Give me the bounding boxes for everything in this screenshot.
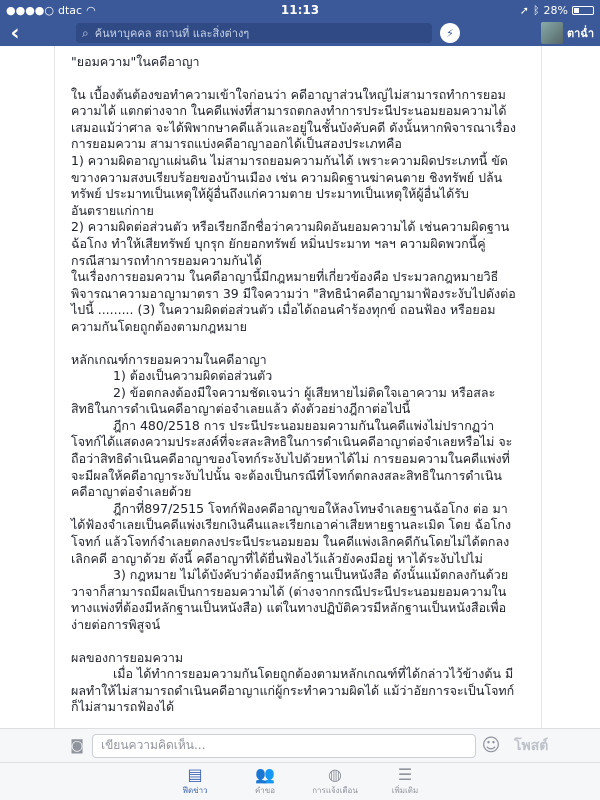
wifi-icon: ◠ <box>86 3 96 17</box>
post-text-line: ผลทำให้ไม่สามารถดำเนินคดีอาญาแก่ผู้กระทำความผิดได้ แม้ว่าอัยการจะเป็นโจทก์ <box>71 682 515 698</box>
top-nav-bar <box>0 20 600 46</box>
paragraph-gap <box>71 336 531 352</box>
post-text-line: ฎีกา 480/2518 การ ประนีประนอมยอมความกันในคดีแพ่งไม่ปรากฏว่า <box>113 417 495 433</box>
location-icon: ➚ <box>519 3 529 17</box>
profile-shortcut[interactable] <box>541 22 594 44</box>
post-text-line: ความได้ แตกต่างจาก ในคดีแพ่งที่สามารถตกลงทำการประนีประนอมยอมความได้ <box>71 103 507 119</box>
tab-label: ฟีดข่าว <box>182 786 208 795</box>
post-text-line: ทางแพ่งที่ต้องมีหลักฐานเป็นหนังสือ) แต่ในทางปฏิบัติควรมีหลักฐานเป็นหนังสือเพื่อ <box>71 600 507 616</box>
post-content-area <box>0 46 600 728</box>
messenger-icon[interactable]: ⚡ <box>440 23 460 43</box>
status-left <box>6 4 96 17</box>
post-text-line: ทรัพย์ ประมาทเป็นเหตุให้ผู้อื่นถึงแก่ความตาย ประมาทเป็นเหตุให้ผู้อื่นได้รับ <box>71 186 469 202</box>
tab-label: คำขอ <box>254 786 276 795</box>
paragraph-gap <box>71 634 531 650</box>
post-text-line: ก็ไม่สามารถฟ้องได้ <box>71 699 175 715</box>
tab-friend-requests[interactable] <box>230 763 300 800</box>
post-text-line: 2) ความผิดต่อส่วนตัว หรือเรียกอีกชื่อว่าความผิดอันยอมความได้ เช่นความผิดฐาน <box>71 219 510 235</box>
avatar <box>541 22 563 44</box>
battery-percent: 28% <box>543 3 568 17</box>
more-menu-icon: ☰ <box>397 765 413 784</box>
post-text-line: 1) ความผิดอาญาแผ่นดิน ไม่สามารถยอมความกันได้ เพราะความผิดประเภทนี้ ขัด <box>71 152 508 168</box>
notifications-globe-icon: ◍ <box>328 765 342 784</box>
tab-news-feed[interactable] <box>160 763 230 800</box>
post-text-line: ง่ายต่อการพิสูจน์ <box>71 617 161 632</box>
post-text-line: ผลของการยอมความ <box>71 649 184 665</box>
post-text-line: สิทธิในการดำเนินคดีอาญาต่อจำเลยแล้ว ดังตัวอย่างฎีกาต่อไปนี้ <box>71 401 411 417</box>
post-text-line: เสมอแม้ว่าศาล จะได้พิพากษาคดีแล้วและอยู่ในชั้นบังคับคดี ดังนั้นหากพิจารณาเรื่อง <box>71 119 516 135</box>
post-text-line: วาจาก็สามารถมีผลเป็นการยอมความได้ (ต่างจากกรณีประนีประนอมยอมความใน <box>71 583 507 599</box>
post-text-line: เมื่อ ได้ทำการยอมความกันโดยถูกต้องตามหลักเกณฑ์ที่ได้กล่าวไว้ข้างต้น มี <box>113 666 514 682</box>
post-text-line: ถือว่าสิทธิดำเนินคดีอาญาของโจทก์ระงับไปด้วยหาได้ไม่ การยอมความในคดีแพ่งที่ <box>71 451 510 467</box>
battery-fill <box>574 8 579 13</box>
status-bar <box>0 0 600 20</box>
status-time: 11:13 <box>280 3 320 17</box>
comment-placeholder: เขียนความคิดเห็น... <box>101 738 206 752</box>
post-text-line: อันตรายแก่กาย <box>71 202 154 218</box>
carrier-name: dtac <box>58 3 83 17</box>
post-text-line: 2) ข้อตกลงต้องมีใจความชัดเจนว่า ผู้เสียหายไม่ติดใจเอาความ หรือสละ <box>113 384 496 400</box>
post-text-line: โจทก์ได้แสดงความประสงค์ที่จะสละสิทธิในการดำเนินคดีอาญาต่อจำเลยหรือไม่ จะ <box>71 434 513 450</box>
post-text-line: จะมีผลให้คดีอาญาระงับไปนั้น จะต้องเป็นกรณีที่โจทก์ตกลงสละสิทธิในการดำเนิน <box>71 467 502 483</box>
signal-icon: ●●●●○ <box>6 3 54 17</box>
camera-icon[interactable]: ◙ <box>70 737 84 754</box>
tab-more-menu[interactable] <box>370 763 440 800</box>
paragraph-gap <box>71 71 531 87</box>
post-text-line: ในเรื่องการยอมความ ในคดีอาญานี้มีกฎหมายที่เกี่ยวข้องคือ ประมวลกฎหมายวิธี <box>71 269 499 285</box>
emoji-icon[interactable]: ☺ <box>481 734 501 756</box>
post-text-line: ได้ฟ้องจำเลยเป็นคดีแพ่งเรียกเงินคืนและเรียกเอาค่าเสียหายฐานละเมิด โดย ฉ้อโกง <box>71 517 512 533</box>
bottom-tab-bar <box>0 762 600 800</box>
post-text-line: ความกันโดยถูกต้องตามกฎหมาย <box>71 318 247 334</box>
comment-input[interactable] <box>92 734 476 758</box>
post-text-line: ฉ้อโกง ทำให้เสียทรัพย์ บุกรุก ยักยอกทรัพย์ หมิ่นประมาท ฯลฯ ความผิดพวกนี้คู่ <box>71 235 486 251</box>
battery-icon <box>572 6 594 15</box>
post-text-line: "ยอมความ"ในคดีอาญา <box>71 54 200 69</box>
post-text-line: หลักเกณฑ์การยอมความในคดีอาญา <box>71 351 267 367</box>
friend-requests-icon: 👥 <box>255 765 275 784</box>
search-icon: ⌕ <box>82 25 89 40</box>
profile-name: ตาฉ่ำ <box>567 27 594 40</box>
comment-bar <box>0 728 600 762</box>
post-text-line: ขวางความสงบเรียบร้อยของบ้านเมือง เช่น ความผิดฐานฆ่าคนตาย ชิงทรัพย์ ปล้น <box>71 169 503 185</box>
post-text-line: 1) ต้องเป็นความผิดต่อส่วนตัว <box>113 368 273 384</box>
status-right <box>520 4 594 17</box>
tab-label: การแจ้งเตือน <box>312 786 358 795</box>
bluetooth-icon: ᛒ <box>532 3 540 17</box>
tab-label: เพิ่มเติม <box>391 786 419 795</box>
post-text-line: ฎีกาที่897/2515 โจทก์ฟ้องคดีอาญาขอให้ลงโทษจำเลยฐานฉ้อโกง ต่อ มา <box>113 500 508 516</box>
post-text-line: ไปนี้ ......... (3) ในความผิดต่อส่วนตัว เมื่อได้ถอนคำร้องทุกข์ ถอนฟ้อง หรือยอม <box>71 302 496 318</box>
post-text-line: พิจารณาความอาญามาตรา 39 มีใจความว่า "สิทธินำคดีอาญามาฟ้องระงับไปดังต่อ <box>71 285 516 301</box>
news-feed-icon: ▤ <box>187 765 203 784</box>
post-card <box>54 46 542 728</box>
tab-notifications-globe[interactable] <box>300 763 370 800</box>
search-bar[interactable] <box>76 23 432 43</box>
post-text-line: คดีอาญาต่อจำเลยด้วย <box>71 484 192 500</box>
search-placeholder: ค้นหาบุคคล สถานที่ และสิ่งต่างๆ <box>94 27 250 40</box>
post-text-line: การยอมความ สามารถแบ่งคดีอาญาออกได้เป็นสองประเภทคือ <box>71 136 402 152</box>
post-comment-button[interactable]: โพสต์ <box>514 737 549 754</box>
post-text-line: กรณีสามารถทำการยอมความกันได้ <box>71 252 262 268</box>
post-text-line: เลิกคดี อาญาด้วย ดังนี้ คดีอาญาที่ได้ยื่นฟ้องไว้แล้วยังคงมีอยู่ หาได้ระงับไปไม่ <box>71 550 483 566</box>
back-chevron-icon[interactable]: ‹ <box>10 20 20 46</box>
post-text-line: ใน เบื้องต้นต้องขอทำความเข้าใจก่อนว่า คดีอาญาส่วนใหญ่ไม่สามารถทำการยอม <box>71 86 506 102</box>
post-text-line: 3) กฎหมาย ไม่ได้บังคับว่าต้องมีหลักฐานเป็นหนังสือ ดังนั้นแม้ตกลงกันด้วย <box>113 567 509 583</box>
post-text-line: โจทก์ แล้วโจทก์จำเลยตกลงประนีประนอมยอม ในคดีแพ่งเลิกคดีกันโดยไม่ได้ตกลง <box>71 534 510 550</box>
